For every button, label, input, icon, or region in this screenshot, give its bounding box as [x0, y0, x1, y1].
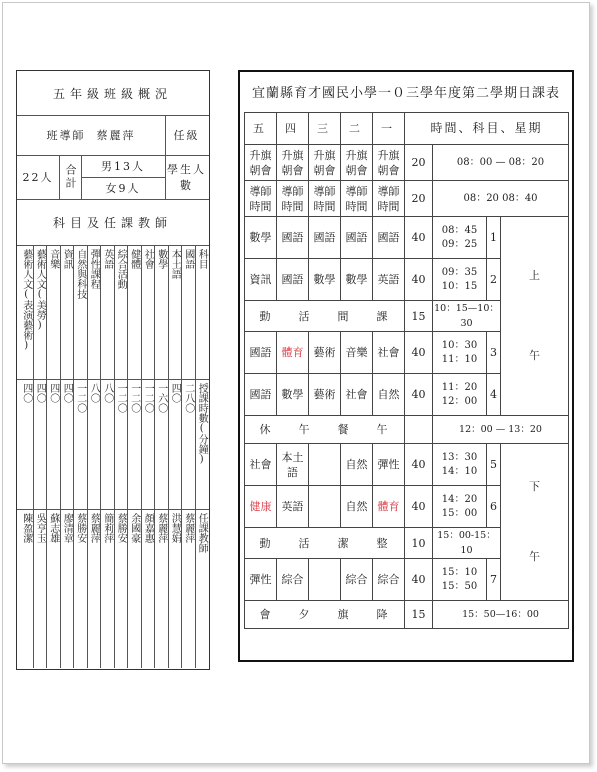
minutes-cell: 40: [405, 559, 433, 601]
class-cell: 升旗朝會: [309, 145, 341, 181]
subject-subject: 藝術人文(表演藝術): [20, 249, 32, 351]
subject-teacher: 蔡麗萍: [88, 513, 100, 543]
subject-teacher: 蔡麗萍: [155, 513, 167, 543]
minutes-cell: 40: [405, 217, 433, 259]
teacher-role: 任級: [173, 129, 200, 142]
timetable: [238, 70, 574, 662]
class-cell: 數學: [277, 374, 309, 416]
class-cell: 國語: [245, 374, 277, 416]
break-activity: 會 夕 旗 降: [245, 601, 405, 629]
class-overview-title: 五年級班級概況: [52, 86, 172, 101]
class-cell: 藝術: [309, 374, 341, 416]
subject-subject: 健體: [128, 249, 140, 269]
class-cell: 升旗朝會: [245, 145, 277, 181]
class-cell: 國語: [277, 259, 309, 301]
class-cell: 數學: [245, 217, 277, 259]
break-minutes: 10: [405, 528, 433, 559]
subject-subject: 音樂: [47, 249, 59, 269]
period-number: 6: [487, 486, 501, 528]
class-cell: 國語: [341, 217, 373, 259]
time-cell: 15：10 15：50: [433, 559, 487, 601]
class-cell: 英語: [373, 259, 405, 301]
total-students: 22人: [22, 171, 54, 184]
subject-teacher: 蔡麗萍: [182, 513, 194, 543]
class-cell: 國語: [309, 217, 341, 259]
class-cell: 導師時間: [341, 181, 373, 217]
class-cell: 英語: [277, 486, 309, 528]
break-time: 15：00-15：10: [433, 528, 501, 559]
girls-count: 女9人: [105, 182, 141, 195]
time-cell: 11：20 12：00: [433, 374, 487, 416]
subject-subject: 藝術人文(美勞): [34, 249, 46, 331]
subject-minutes: 八〇: [101, 383, 113, 403]
timetable-title: 宜蘭縣育才國民小學一０三學年度第二學期日課表: [251, 86, 560, 101]
col-header-minutes: 授課時數(分鐘): [196, 383, 208, 465]
break-minutes: 15: [405, 301, 433, 332]
subject-minutes: 四〇: [61, 383, 73, 403]
subject-minutes: 一六〇: [155, 383, 167, 413]
class-cell: 彈性: [373, 444, 405, 486]
minutes-cell: 40: [405, 374, 433, 416]
period-number: 1: [487, 217, 501, 259]
break-activity: 休 午 餐 午: [245, 416, 405, 444]
class-cell: 升旗朝會: [277, 145, 309, 181]
class-cell: 社會: [373, 332, 405, 374]
day-header: 五: [245, 113, 277, 145]
period-number: 2: [487, 259, 501, 301]
class-cell: 彈性: [245, 559, 277, 601]
class-cell: 升旗朝會: [373, 145, 405, 181]
minutes-cell: 40: [405, 332, 433, 374]
break-minutes: 15: [405, 601, 433, 629]
boys-count: 男13人: [101, 160, 145, 173]
class-cell: 導師時間: [373, 181, 405, 217]
class-cell: 數學: [341, 259, 373, 301]
day-header: 二: [341, 113, 373, 145]
class-cell: 自然: [341, 486, 373, 528]
class-cell: 國語: [373, 217, 405, 259]
class-cell: 健康: [245, 486, 277, 528]
subject-subject: 彈性課程: [88, 249, 100, 289]
class-cell: 國語: [245, 332, 277, 374]
subject-subject: 資訊: [61, 249, 73, 269]
col-header-subject: 科目: [196, 249, 208, 269]
subject-minutes: 八〇: [88, 383, 100, 403]
subject-subject: 自然與科技: [74, 249, 86, 299]
subject-subject: 綜合活動: [115, 249, 127, 289]
subject-minutes: 四〇: [169, 383, 181, 403]
pm-label: 下 午: [501, 444, 569, 601]
subject-minutes: 一二〇: [128, 383, 140, 413]
class-overview-table: [16, 70, 210, 670]
col-header-teacher: 任課教師: [196, 513, 208, 553]
subject-minutes: 一二〇: [115, 383, 127, 413]
class-cell: 社會: [245, 444, 277, 486]
timetable-grid: [244, 112, 569, 629]
time-cell: 14：20 15：00: [433, 486, 487, 528]
break-activity: 動 活 間 課: [245, 301, 405, 332]
subjects-header: 科目及任課教師: [52, 215, 172, 230]
class-cell: [309, 444, 341, 486]
subject-subject: 本土語: [169, 249, 181, 279]
day-header: 一: [373, 113, 405, 145]
break-time: 10：15—10：30: [433, 301, 501, 332]
day-header: 四: [277, 113, 309, 145]
time-cell: 08：20 08：40: [433, 181, 569, 217]
teacher-label: 班導師: [46, 129, 86, 142]
break-time: 15：50—16：00: [433, 601, 569, 629]
time-cell: 10：30 11：10: [433, 332, 487, 374]
class-cell: 綜合: [277, 559, 309, 601]
students-label: 學生人數: [167, 163, 206, 192]
class-cell: 導師時間: [309, 181, 341, 217]
subject-teacher: 蔡勝安: [74, 513, 86, 543]
minutes-cell: 40: [405, 259, 433, 301]
period-number: 5: [487, 444, 501, 486]
subject-teacher: 顏嘉惠: [142, 513, 154, 543]
am-label: 上 午: [501, 217, 569, 416]
class-cell: 體育: [373, 486, 405, 528]
time-cell: 13：30 14：10: [433, 444, 487, 486]
class-cell: 國語: [277, 217, 309, 259]
class-cell: 綜合: [341, 559, 373, 601]
break-minutes: [405, 416, 433, 444]
subject-minutes: 四〇: [34, 383, 46, 403]
subject-subject: 社會: [142, 249, 154, 269]
subject-subject: 數學: [155, 249, 167, 269]
period-number: 4: [487, 374, 501, 416]
day-header: 三: [309, 113, 341, 145]
class-cell: 資訊: [245, 259, 277, 301]
class-cell: 自然: [373, 374, 405, 416]
subject-minutes: 二八〇: [182, 383, 194, 413]
minutes-cell: 40: [405, 444, 433, 486]
time-cell: 08：45 09：25: [433, 217, 487, 259]
subject-teacher: 余國豪: [128, 513, 140, 543]
time-subject-day-header: 時間、科目、星期: [405, 113, 569, 145]
minutes-cell: 20: [405, 181, 433, 217]
teacher-row: [17, 115, 165, 155]
class-cell: 音樂: [341, 332, 373, 374]
subject-teacher: 簡莉萍: [101, 513, 113, 543]
subject-minutes: 一二〇: [142, 383, 154, 413]
class-cell: 升旗朝會: [341, 145, 373, 181]
break-time: 12：00 — 13：20: [433, 416, 569, 444]
subject-teacher: 陳盈潔: [20, 513, 32, 543]
class-cell: 藝術: [309, 332, 341, 374]
class-cell: 本土語: [277, 444, 309, 486]
class-cell: 導師時間: [277, 181, 309, 217]
class-cell: 綜合: [373, 559, 405, 601]
class-cell: 社會: [341, 374, 373, 416]
time-cell: 09：35 10：15: [433, 259, 487, 301]
subject-teacher: 蘇志雄: [47, 513, 59, 543]
class-cell: [309, 486, 341, 528]
subject-minutes: 四〇: [47, 383, 59, 403]
teacher-name: 蔡麗萍: [96, 129, 136, 142]
subject-teacher: 蔡勝安: [115, 513, 127, 543]
class-cell: [309, 559, 341, 601]
subject-subject: 國語: [182, 249, 194, 269]
subject-minutes: 一二〇: [74, 383, 86, 413]
period-number: 7: [487, 559, 501, 601]
period-number: 3: [487, 332, 501, 374]
class-cell: 體育: [277, 332, 309, 374]
minutes-cell: 20: [405, 145, 433, 181]
subject-teacher: 洪慧娟: [169, 513, 181, 543]
class-cell: 自然: [341, 444, 373, 486]
subject-teacher: 廖清章: [61, 513, 73, 543]
subject-teacher: 吳亨玉: [34, 513, 46, 543]
subject-minutes: 四〇: [20, 383, 32, 403]
total-label: 合計: [64, 164, 77, 190]
time-cell: 08：00 — 08：20: [433, 145, 569, 181]
minutes-cell: 40: [405, 486, 433, 528]
break-activity: 動 活 潔 整: [245, 528, 405, 559]
class-cell: 導師時間: [245, 181, 277, 217]
subject-subject: 英語: [101, 249, 113, 269]
class-cell: 數學: [309, 259, 341, 301]
